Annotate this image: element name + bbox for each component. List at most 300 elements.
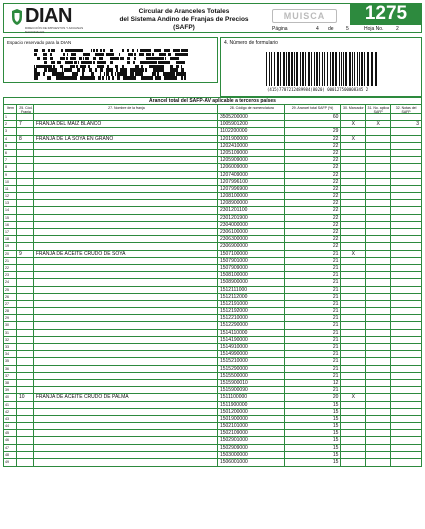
cell-item: 46 xyxy=(4,437,17,443)
cell-item: 5 xyxy=(4,143,17,149)
cell-aranc: 15 xyxy=(285,459,342,466)
cell-no xyxy=(366,215,391,221)
cell-aranc: 22 xyxy=(285,186,342,192)
cell-name xyxy=(34,200,218,206)
cell-name xyxy=(34,279,218,285)
cell-nomen: 1207996100 xyxy=(218,179,285,185)
cell-nomen: 1502109000 xyxy=(218,430,285,436)
muisca-watermark: MUISCA xyxy=(272,9,337,23)
cell-aranc: 21 xyxy=(285,251,342,257)
table-header xyxy=(4,105,421,114)
cell-mi xyxy=(341,409,366,415)
cell-mi xyxy=(341,207,366,213)
cell-cod xyxy=(17,272,34,278)
table-row xyxy=(4,409,421,416)
tariff-table xyxy=(3,97,422,467)
table-row xyxy=(4,200,421,207)
cell-cod xyxy=(17,258,34,264)
header-marcador: 30. Marcador xyxy=(341,105,366,113)
header-cod-franja: 25. Cód. Franja xyxy=(17,105,34,113)
cell-nota xyxy=(391,172,421,178)
cell-name xyxy=(34,243,218,249)
cell-aranc: 22 xyxy=(285,243,342,249)
cell-aranc: 22 xyxy=(285,222,342,228)
cell-cod xyxy=(17,287,34,293)
cell-cod xyxy=(17,402,34,408)
cell-no xyxy=(366,437,391,443)
cell-item: 47 xyxy=(4,445,17,451)
cell-no xyxy=(366,394,391,400)
cell-nota xyxy=(391,114,421,120)
cell-no xyxy=(366,164,391,170)
cell-mi xyxy=(341,337,366,343)
cell-no xyxy=(366,222,391,228)
cell-no xyxy=(366,186,391,192)
cell-mi xyxy=(341,416,366,422)
cell-no: X xyxy=(366,121,391,127)
cell-no xyxy=(366,430,391,436)
cell-item: 7 xyxy=(4,157,17,163)
cell-nomen: 1508100000 xyxy=(218,272,285,278)
cell-mi xyxy=(341,351,366,357)
page-of-label: de xyxy=(328,26,334,32)
cell-item: 43 xyxy=(4,416,17,422)
cell-no xyxy=(366,315,391,321)
cell-cod xyxy=(17,294,34,300)
cell-mi xyxy=(341,193,366,199)
cell-nota xyxy=(391,423,421,429)
cell-name xyxy=(34,330,218,336)
cell-aranc: 20 xyxy=(285,394,342,400)
cell-name xyxy=(34,236,218,242)
cell-name xyxy=(34,207,218,213)
cell-no xyxy=(366,452,391,458)
cell-nota xyxy=(391,330,421,336)
cell-item: 35 xyxy=(4,358,17,364)
cell-item: 38 xyxy=(4,380,17,386)
cell-aranc: 22 xyxy=(285,143,342,149)
cell-mi xyxy=(341,186,366,192)
cell-mi xyxy=(341,358,366,364)
cell-cod xyxy=(17,351,34,357)
cell-no xyxy=(366,243,391,249)
cell-nomen: 1205109000 xyxy=(218,150,285,156)
cell-no xyxy=(366,258,391,264)
cell-cod xyxy=(17,445,34,451)
cell-name: FRANJA DE ACEITE CRUDO DE PALMA xyxy=(34,394,218,400)
cell-mi xyxy=(341,445,366,451)
cell-mi xyxy=(341,423,366,429)
cell-mi xyxy=(341,287,366,293)
cell-aranc: 15 xyxy=(285,437,342,443)
cell-cod xyxy=(17,366,34,372)
cell-nota xyxy=(391,136,421,142)
cell-nomen: 1208100000 xyxy=(218,193,285,199)
cell-nota xyxy=(391,445,421,451)
cell-name xyxy=(34,186,218,192)
cell-nomen: 2306300000 xyxy=(218,236,285,242)
cell-name xyxy=(34,459,218,466)
cell-item: 20 xyxy=(4,251,17,257)
cell-mi xyxy=(341,315,366,321)
cell-aranc: 22 xyxy=(285,207,342,213)
cell-aranc: 21 xyxy=(285,337,342,343)
cell-nomen: 1503000000 xyxy=(218,452,285,458)
cell-mi xyxy=(341,179,366,185)
cell-name xyxy=(34,294,218,300)
cell-nomen: 1206009000 xyxy=(218,164,285,170)
cell-nomen: 1511900000 xyxy=(218,402,285,408)
form-title xyxy=(109,8,259,32)
cell-cod xyxy=(17,358,34,364)
table-row xyxy=(4,452,421,459)
table-row xyxy=(4,114,421,121)
cell-name xyxy=(34,308,218,314)
cell-nomen: 2306100000 xyxy=(218,229,285,235)
cell-aranc: 15 xyxy=(285,445,342,451)
barcode-icon xyxy=(266,52,381,86)
cell-nomen: 1508900000 xyxy=(218,279,285,285)
form-header xyxy=(3,3,422,33)
cell-cod xyxy=(17,128,34,134)
cell-no xyxy=(366,308,391,314)
cell-nomen: 1502101000 xyxy=(218,423,285,429)
cell-aranc: 21 xyxy=(285,315,342,321)
cell-aranc: 21 xyxy=(285,301,342,307)
cell-item: 34 xyxy=(4,351,17,357)
cell-mi xyxy=(341,258,366,264)
cell-nota xyxy=(391,301,421,307)
cell-nota xyxy=(391,265,421,271)
cell-no xyxy=(366,402,391,408)
cell-aranc: 21 xyxy=(285,308,342,314)
table-row xyxy=(4,366,421,373)
header-codigo-nomenclatura: 28. Código de nomenclatura xyxy=(218,105,285,113)
cell-item: 39 xyxy=(4,387,17,393)
cell-no xyxy=(366,114,391,120)
table-row xyxy=(4,416,421,423)
cell-mi xyxy=(341,128,366,134)
cell-nomen: 1515900010 xyxy=(218,380,285,386)
cell-nomen: 1515900090 xyxy=(218,387,285,393)
cell-no xyxy=(366,143,391,149)
table-row xyxy=(4,272,421,279)
cell-cod xyxy=(17,150,34,156)
cell-aranc: 21 xyxy=(285,358,342,364)
cell-aranc: 15 xyxy=(285,430,342,436)
cell-aranc: 21 xyxy=(285,366,342,372)
cell-name xyxy=(34,287,218,293)
table-row xyxy=(4,402,421,409)
cell-nomen: 1511100000 xyxy=(218,394,285,400)
cell-cod xyxy=(17,430,34,436)
cell-no xyxy=(366,265,391,271)
table-row xyxy=(4,136,421,143)
table-row xyxy=(4,344,421,351)
cell-cod xyxy=(17,380,34,386)
cell-nota xyxy=(391,207,421,213)
cell-name xyxy=(34,337,218,343)
cell-nota xyxy=(391,409,421,415)
cell-mi xyxy=(341,236,366,242)
cell-item: 23 xyxy=(4,272,17,278)
table-row xyxy=(4,179,421,186)
cell-mi xyxy=(341,172,366,178)
cell-name xyxy=(34,258,218,264)
cell-name xyxy=(34,452,218,458)
cell-name xyxy=(34,387,218,393)
table-row xyxy=(4,251,421,258)
cell-aranc: 22 xyxy=(285,229,342,235)
cell-item: 2 xyxy=(4,121,17,127)
cell-item: 19 xyxy=(4,243,17,249)
cell-name xyxy=(34,301,218,307)
cell-name xyxy=(34,229,218,235)
cell-mi xyxy=(341,222,366,228)
cell-no xyxy=(366,179,391,185)
cell-cod xyxy=(17,243,34,249)
cell-nomen: 2306900000 xyxy=(218,243,285,249)
cell-cod xyxy=(17,337,34,343)
cell-item: 3 xyxy=(4,128,17,134)
cell-name xyxy=(34,150,218,156)
cell-nomen: 1507901000 xyxy=(218,258,285,264)
cell-mi xyxy=(341,164,366,170)
cell-item: 12 xyxy=(4,193,17,199)
cell-name xyxy=(34,164,218,170)
cell-nota xyxy=(391,380,421,386)
dian-emblem-icon xyxy=(9,8,25,26)
cell-cod xyxy=(17,279,34,285)
cell-nota xyxy=(391,164,421,170)
table-row xyxy=(4,351,421,358)
table-row xyxy=(4,387,421,394)
cell-nota xyxy=(391,243,421,249)
title-line-1: Circular de Aranceles Totales xyxy=(138,8,230,15)
cell-cod xyxy=(17,409,34,415)
cell-mi xyxy=(341,402,366,408)
cell-aranc: 15 xyxy=(285,416,342,422)
cell-name: FRANJA DEL MAIZ BLANCO xyxy=(34,121,218,127)
cell-item: 21 xyxy=(4,258,17,264)
cell-aranc: 15 xyxy=(285,409,342,415)
cell-item: 24 xyxy=(4,279,17,285)
cell-nota xyxy=(391,279,421,285)
table-row xyxy=(4,229,421,236)
cell-cod xyxy=(17,330,34,336)
cell-nota xyxy=(391,200,421,206)
cell-mi xyxy=(341,265,366,271)
title-line-2: del Sistema Andino de Franjas de Precios (SAFP) xyxy=(119,16,249,31)
cell-name xyxy=(34,265,218,271)
cell-item: 9 xyxy=(4,172,17,178)
table-row xyxy=(4,294,421,301)
cell-no xyxy=(366,459,391,466)
table-row xyxy=(4,394,421,401)
cell-cod xyxy=(17,193,34,199)
cell-nota xyxy=(391,337,421,343)
cell-mi xyxy=(341,243,366,249)
table-row xyxy=(4,193,421,200)
cell-no xyxy=(366,351,391,357)
cell-no xyxy=(366,157,391,163)
cell-no xyxy=(366,380,391,386)
cell-nota xyxy=(391,143,421,149)
cell-name xyxy=(34,430,218,436)
cell-nomen: 1514910000 xyxy=(218,344,285,350)
cell-nota xyxy=(391,402,421,408)
cell-mi xyxy=(341,294,366,300)
cell-cod xyxy=(17,452,34,458)
cell-mi: X xyxy=(341,121,366,127)
cell-name xyxy=(34,416,218,422)
header-nombre-franja: 27. Nombre de la franja xyxy=(34,105,218,113)
cell-nota xyxy=(391,308,421,314)
dian-logo xyxy=(7,5,89,34)
cell-item: 48 xyxy=(4,452,17,458)
cell-aranc: 22 xyxy=(285,172,342,178)
cell-cod xyxy=(17,229,34,235)
cell-no xyxy=(366,251,391,257)
cell-no xyxy=(366,287,391,293)
cell-name: FRANJA DE ACEITE CRUDO DE SOYA xyxy=(34,251,218,257)
cell-nota xyxy=(391,222,421,228)
cell-no xyxy=(366,358,391,364)
cell-mi xyxy=(341,380,366,386)
table-row xyxy=(4,258,421,265)
table-row xyxy=(4,215,421,222)
table-row xyxy=(4,157,421,164)
cell-cod: 10 xyxy=(17,394,34,400)
cell-cod xyxy=(17,308,34,314)
cell-mi xyxy=(341,308,366,314)
cell-nota xyxy=(391,452,421,458)
cell-aranc: 21 xyxy=(285,373,342,379)
cell-item: 14 xyxy=(4,207,17,213)
cell-cod xyxy=(17,265,34,271)
cell-aranc: 22 xyxy=(285,193,342,199)
cell-nomen: 1207409000 xyxy=(218,172,285,178)
cell-cod xyxy=(17,200,34,206)
logo-tagline: DIRECCIÓN DE IMPUESTOS Y ADUANAS NACIONALES xyxy=(25,26,84,34)
cell-aranc: 22 xyxy=(285,215,342,221)
cell-no xyxy=(366,387,391,393)
cell-nota xyxy=(391,344,421,350)
cell-nomen: 1514110000 xyxy=(218,330,285,336)
cell-name xyxy=(34,222,218,228)
cell-item: 37 xyxy=(4,373,17,379)
cell-item: 15 xyxy=(4,215,17,221)
page-total: 5 xyxy=(346,26,349,32)
cell-no xyxy=(366,409,391,415)
cell-name: FRANJA DE LA SOYA EN GRANO xyxy=(34,136,218,142)
table-row xyxy=(4,308,421,315)
cell-aranc: 22 xyxy=(285,157,342,163)
cell-cod: 7 xyxy=(17,121,34,127)
cell-item: 41 xyxy=(4,402,17,408)
table-row xyxy=(4,172,421,179)
cell-nota xyxy=(391,150,421,156)
cell-nota xyxy=(391,236,421,242)
cell-mi xyxy=(341,301,366,307)
table-row xyxy=(4,265,421,272)
cell-nota xyxy=(391,287,421,293)
header-arancel-total: 29. Arancel total SAFP (%) xyxy=(285,105,342,113)
cell-cod xyxy=(17,315,34,321)
cell-name xyxy=(34,215,218,221)
cell-nota xyxy=(391,251,421,257)
cell-no xyxy=(366,366,391,372)
cell-nomen: 1501900000 xyxy=(218,416,285,422)
cell-no xyxy=(366,330,391,336)
cell-nomen: 2301201900 xyxy=(218,215,285,221)
header-no-aplica: 31. No. aplica SAFP xyxy=(366,105,391,113)
cell-aranc: 21 xyxy=(285,387,342,393)
cell-nota xyxy=(391,157,421,163)
sheet-number: 2 xyxy=(396,26,399,32)
table-row xyxy=(4,315,421,322)
table-row xyxy=(4,358,421,365)
cell-cod xyxy=(17,164,34,170)
cell-nota xyxy=(391,315,421,321)
header-notas: 32. Notas del SAFP xyxy=(395,105,417,113)
table-row xyxy=(4,121,421,128)
table-row xyxy=(4,236,421,243)
cell-name xyxy=(34,437,218,443)
cell-cod xyxy=(17,423,34,429)
reserved-label: Espacio reservado para la DIAN xyxy=(7,40,72,45)
cell-mi xyxy=(341,229,366,235)
table-body xyxy=(4,114,421,466)
cell-item: 17 xyxy=(4,229,17,235)
cell-no xyxy=(366,344,391,350)
cell-mi xyxy=(341,215,366,221)
cell-aranc: 15 xyxy=(285,452,342,458)
table-row xyxy=(4,287,421,294)
table-row xyxy=(4,430,421,437)
cell-no xyxy=(366,301,391,307)
cell-nomen: 1514190000 xyxy=(218,337,285,343)
table-row xyxy=(4,330,421,337)
table-row xyxy=(4,380,421,387)
cell-nomen: 1506001000 xyxy=(218,459,285,466)
cell-cod xyxy=(17,236,34,242)
cell-cod: 9 xyxy=(17,251,34,257)
cell-cod xyxy=(17,186,34,192)
cell-nomen: 1005901200 xyxy=(218,121,285,127)
form-number-label: 4. Número de formulario xyxy=(224,40,278,46)
cell-nomen: 1507100000 xyxy=(218,251,285,257)
table-row xyxy=(4,222,421,229)
cell-no xyxy=(366,207,391,213)
cell-cod xyxy=(17,179,34,185)
cell-mi xyxy=(341,200,366,206)
cell-nomen: 2301201100 xyxy=(218,207,285,213)
cell-item: 31 xyxy=(4,330,17,336)
cell-no xyxy=(366,136,391,142)
cell-no xyxy=(366,236,391,242)
cell-item: 29 xyxy=(4,315,17,321)
cell-nomen: 1514990000 xyxy=(218,351,285,357)
cell-name xyxy=(34,157,218,163)
cell-name xyxy=(34,402,218,408)
cell-nota xyxy=(391,215,421,221)
cell-item: 42 xyxy=(4,409,17,415)
cell-nota xyxy=(391,193,421,199)
cell-item: 6 xyxy=(4,150,17,156)
cell-aranc: 21 xyxy=(285,265,342,271)
cell-no xyxy=(366,279,391,285)
